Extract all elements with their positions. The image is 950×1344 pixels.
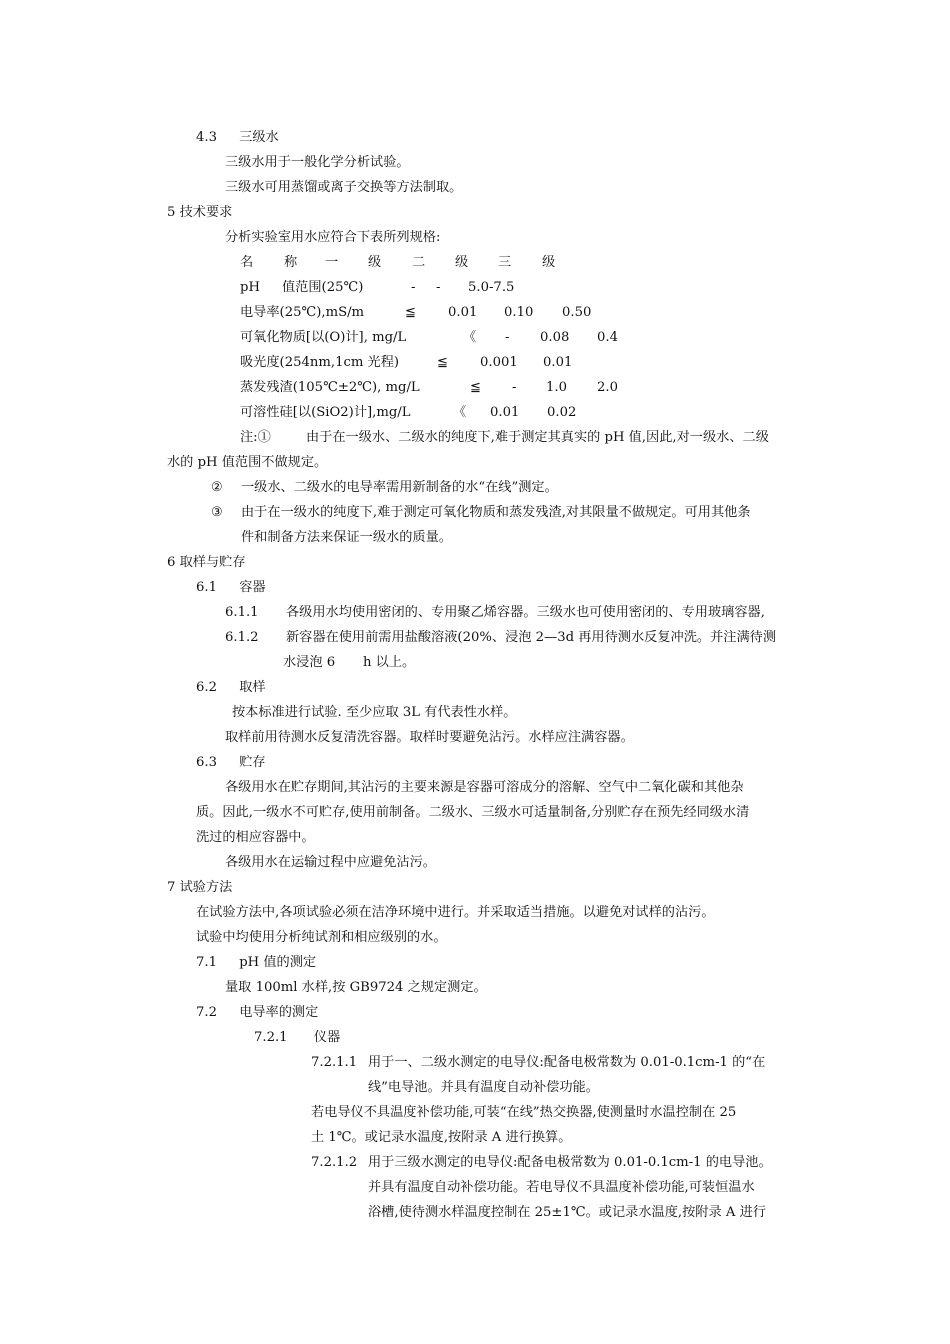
section-7-2-1-1-number: 7.2.1.1 (311, 1055, 358, 1070)
table-cell: 《 (453, 405, 467, 420)
section-7-2-1-2-number: 7.2.1.2 (311, 1155, 358, 1170)
section-title: 仪器 (313, 1030, 341, 1045)
table-cell: 0.01 (543, 355, 573, 370)
note-1-text: 由于在一级水、二级水的纯度下,难于测定其真实的 pH 值,因此,对一级水、二级 (306, 430, 769, 445)
table-cell: 0.50 (562, 305, 592, 320)
section-number: 6.1 (196, 580, 217, 595)
paragraph: 各级用水在运输过程中应避免沾污。 (225, 855, 436, 870)
section-6-1-1-number: 6.1.1 (225, 605, 259, 620)
paragraph-cont: 浴槽,使待测水样温度控制在 25±1℃。或记录水温度,按附录 A 进行 (368, 1205, 766, 1220)
section-4-3-heading (196, 131, 279, 144)
table-cell: 5.0-7.5 (468, 280, 515, 295)
paragraph: 三级水用于一般化学分析试验。 (225, 155, 410, 170)
section-title: 贮存 (239, 755, 266, 770)
paragraph: 取样前用待测水反复清洗容器。取样时要避免沾污。水样应注满容器。 (225, 730, 634, 745)
note-3-text: 由于在一级水的纯度下,难于测定可氧化物质和蒸发残渣,对其限量不做规定。可用其他条 (241, 505, 751, 520)
table-cell: 0.001 (480, 355, 518, 370)
table-header-cell: 名 (240, 255, 254, 270)
note-1-mark: 注:① (240, 430, 271, 445)
paragraph: 在试验方法中,各项试验必须在洁净环境中进行。并采取适当措施。以避免对试样的沾污。 (196, 905, 715, 920)
paragraph-cont: 水浸泡 6 (283, 655, 336, 670)
table-cell: 蒸发残渣(105℃±2℃), mg/L (240, 380, 420, 395)
paragraph: 按本标准进行试验. 至少应取 3L 有代表性水样。 (232, 705, 517, 720)
table-cell: 值范围(25℃) (282, 280, 364, 295)
paragraph-cont: h 以上。 (363, 655, 416, 670)
section-7-2-1-heading (254, 1031, 340, 1044)
paragraph-cont: 线”电导池。并具有温度自动补偿功能。 (368, 1080, 599, 1095)
table-cell: - (512, 380, 517, 395)
paragraph: 用于一、二级水测定的电导仪:配备电极常数为 0.01-0.1cm-1 的“在 (368, 1055, 766, 1070)
note-3-text-cont: 件和制备方法来保证一级水的质量。 (241, 530, 452, 545)
table-cell: - (505, 330, 510, 345)
section-title: pH 值的测定 (239, 955, 317, 970)
paragraph: 三级水可用蒸馏或离子交换等方法制取。 (225, 180, 463, 195)
note-2-text: 一级水、二级水的电导率需用新制备的水“在线”测定。 (241, 480, 558, 495)
table-cell: 0.02 (547, 405, 577, 420)
table-header-cell: 级 (455, 255, 469, 270)
paragraph: 若电导仪不具温度补偿功能,可装“在线”热交换器,使测量时水温控制在 25 (311, 1105, 737, 1120)
table-cell: 可氧化物质[以(O)计], mg/L (240, 330, 407, 345)
section-number: 4.3 (196, 130, 217, 145)
paragraph: 各级用水均使用密闭的、专用聚乙烯容器。三级水也可使用密闭的、专用玻璃容器, (286, 605, 765, 620)
table-cell: 0.01 (448, 305, 478, 320)
note-1-text-cont: 水的 pH 值范围不做规定。 (167, 455, 328, 470)
section-number: 7.2 (196, 1005, 217, 1020)
section-7-heading: 7 试验方法 (167, 880, 233, 895)
note-3-mark: ③ (211, 505, 223, 520)
section-title: 三级水 (239, 130, 279, 145)
section-title: 电导率的测定 (239, 1005, 319, 1020)
table-cell: 可溶性硅[以(SiO2)计],mg/L (240, 405, 411, 420)
paragraph: 各级用水在贮存期间,其沾污的主要来源是容器可溶成分的溶解、空气中二氧化碳和其他杂 (225, 780, 744, 795)
section-number: 6.3 (196, 755, 217, 770)
section-6-1-2-number: 6.1.2 (225, 630, 259, 645)
table-cell: ≦ (470, 380, 482, 395)
table-cell: - (411, 280, 416, 295)
paragraph: 分析实验室用水应符合下表所列规格: (225, 230, 441, 245)
paragraph: 量取 100ml 水样,按 GB9724 之规定测定。 (225, 980, 487, 995)
table-cell: 《 (463, 330, 477, 345)
paragraph: 新容器在使用前需用盐酸溶液(20%、浸泡 2—3d 再用待测水反复冲洗。并注满待测 (286, 630, 777, 645)
table-cell: 0.08 (540, 330, 570, 345)
section-6-1-heading (196, 581, 266, 594)
section-number: 7.2.1 (254, 1030, 288, 1045)
table-cell: 吸光度(254nm,1cm 光程) (240, 355, 400, 370)
section-5-heading: 5 技术要求 (167, 205, 233, 220)
table-header-cell: 一 (325, 255, 339, 270)
paragraph-cont: 质。因此,一级水不可贮存,使用前制备。二级水、三级水可适量制备,分别贮存在预先经同级水清 (196, 805, 750, 820)
table-header-cell: 级 (368, 255, 382, 270)
section-title: 容器 (239, 580, 266, 595)
note-2-mark: ② (211, 480, 223, 495)
table-header-cell: 级 (542, 255, 556, 270)
section-number: 6.2 (196, 680, 217, 695)
paragraph: 试验中均使用分析纯试剂和相应级别的水。 (196, 930, 447, 945)
section-6-heading: 6 取样与贮存 (167, 555, 246, 570)
paragraph-cont: 并具有温度自动补偿功能。若电导仪不具温度补偿功能,可装恒温水 (368, 1180, 755, 1195)
paragraph-cont: 洗过的相应容器中。 (196, 830, 315, 845)
table-cell: 1.0 (546, 380, 567, 395)
table-cell: 0.01 (490, 405, 520, 420)
table-cell: 电导率(25℃),mS/m (240, 305, 365, 320)
table-cell: pH (240, 280, 260, 295)
section-title: 取样 (239, 680, 266, 695)
section-6-3-heading (196, 756, 266, 769)
table-cell: 2.0 (597, 380, 618, 395)
table-header-cell: 称 (284, 255, 298, 270)
table-cell: ≦ (437, 355, 449, 370)
paragraph-cont: 土 1℃。或记录水温度,按附录 A 进行换算。 (311, 1130, 572, 1145)
table-cell: 0.10 (504, 305, 534, 320)
table-header-cell: 三 (498, 255, 512, 270)
section-number: 7.1 (196, 955, 217, 970)
section-6-2-heading (196, 681, 266, 694)
table-cell: 0.4 (597, 330, 618, 345)
table-cell: - (436, 280, 441, 295)
section-7-1-heading (196, 956, 316, 969)
paragraph: 用于三级水测定的电导仪:配备电极常数为 0.01-0.1cm-1 的电导池。 (368, 1155, 772, 1170)
section-7-2-heading (196, 1006, 318, 1019)
table-cell: ≦ (405, 305, 417, 320)
table-header-cell: 二 (412, 255, 426, 270)
